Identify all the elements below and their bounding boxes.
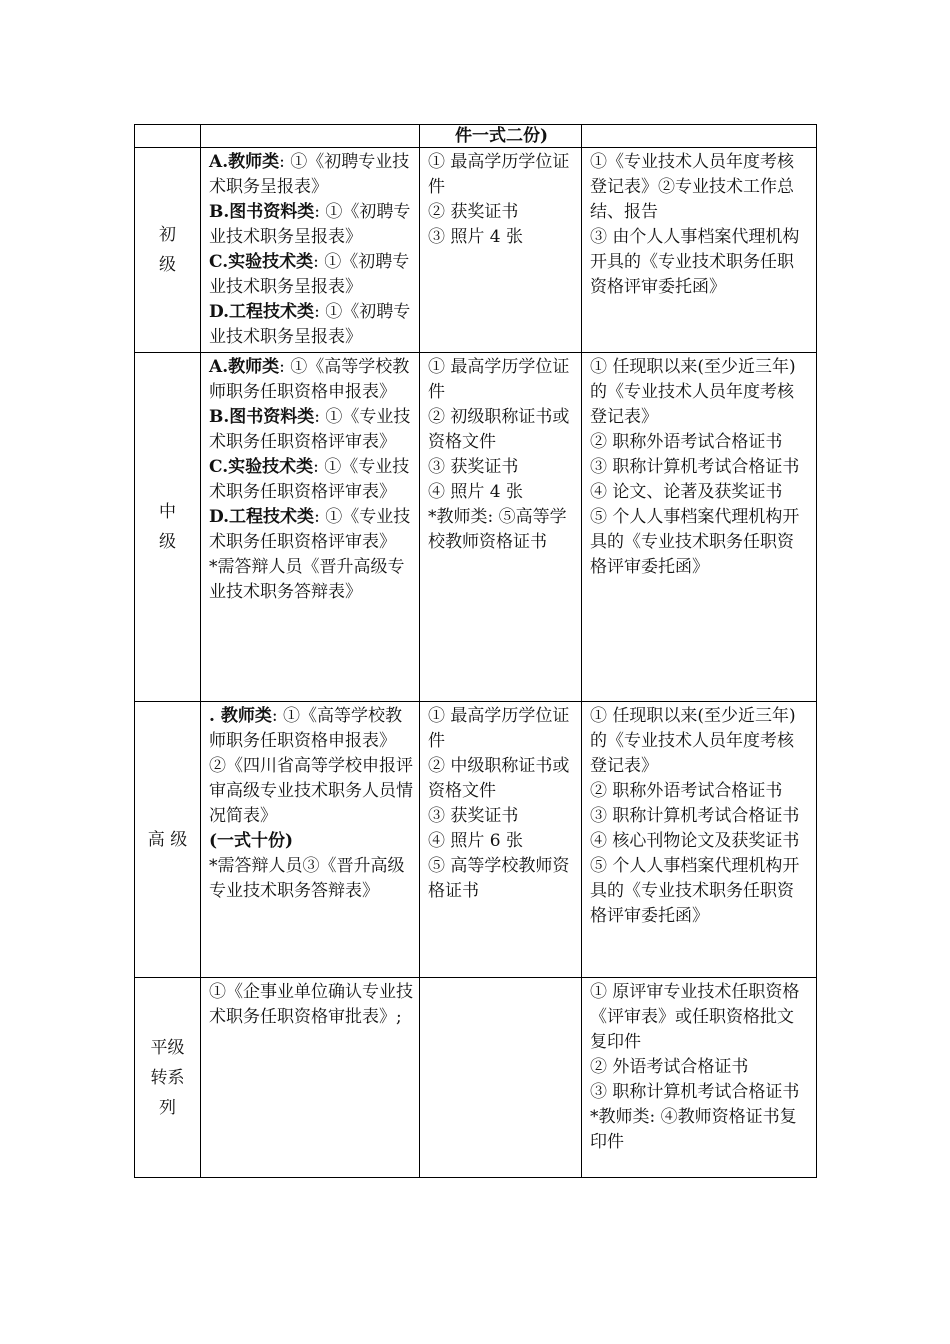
level-label: 平级: [150, 1037, 185, 1058]
other-item: ④ 论文、论著及获奖证书: [590, 482, 783, 502]
other-item: ② 职称外语考试合格证书: [590, 432, 783, 452]
certificate-item: ① 最高学历学位证件: [428, 152, 570, 197]
material-item: *需答辩人员③《晋升高级专业技术职务答辩表》: [209, 856, 405, 901]
other-item: ③ 职称计算机考试合格证书: [590, 806, 800, 826]
other-item: ④ 核心刊物论文及获奖证书: [590, 831, 800, 851]
certificate-item: ③ 获奖证书: [428, 457, 519, 477]
certificate-item: ② 初级职称证书或资格文件: [428, 407, 570, 452]
table-row: [135, 702, 817, 978]
other-item: ①《专业技术人员年度考核登记表》②专业技术工作总结、报告: [590, 152, 794, 222]
level-label: 级: [159, 532, 176, 552]
material-item: C.实验技术类: ①《初聘专业技术职务呈报表》: [209, 252, 410, 297]
level-cell: [135, 702, 201, 978]
level-label: 级: [159, 255, 176, 275]
other-item: ① 任现职以来(至少近三年)的《专业技术人员年度考核登记表》: [590, 706, 796, 776]
qualification-materials-table: [134, 124, 817, 1178]
table-row: [135, 353, 817, 702]
materials-cell: [201, 978, 420, 1178]
material-item: A.教师类: ①《初聘专业技术职务呈报表》: [209, 152, 410, 197]
material-item: ②《四川省高等学校申报评审高级专业技术职务人员情况简表》: [209, 756, 413, 826]
other-cell: [582, 353, 817, 702]
level-label: 转系: [150, 1067, 185, 1088]
empty-cell: [135, 125, 201, 148]
other-item: *教师类: ④教师资格证书复印件: [590, 1107, 797, 1152]
certificate-item: ② 中级职称证书或资格文件: [428, 756, 570, 801]
certificate-item: ① 最高学历学位证件: [428, 706, 570, 751]
level-cell: [135, 148, 201, 353]
certificate-item: ① 最高学历学位证件: [428, 357, 570, 402]
other-cell: [582, 978, 817, 1178]
other-item: ⑤ 个人人事档案代理机构开具的《专业技术职务任职资格评审委托函》: [590, 856, 800, 926]
material-item: ①《企事业单位确认专业技术职务任职资格审批表》;: [209, 982, 413, 1027]
material-item: B.图书资料类: ①《初聘专业技术职务呈报表》: [209, 202, 411, 247]
other-item: ② 职称外语考试合格证书: [590, 781, 783, 801]
certificates-cell: [420, 148, 582, 353]
material-item: . 教师类: ①《高等学校教师职务任职资格申报表》: [209, 706, 402, 751]
material-item: C.实验技术类: ①《专业技术职务任职资格评审表》: [209, 457, 410, 502]
certificate-item: ② 获奖证书: [428, 202, 519, 222]
other-item: ② 外语考试合格证书: [590, 1057, 749, 1077]
other-cell: [582, 702, 817, 978]
level-cell: [135, 978, 201, 1178]
material-item: A.教师类: ①《高等学校教师职务任职资格申报表》: [209, 357, 410, 402]
other-item: ③ 职称计算机考试合格证书: [590, 1082, 800, 1102]
material-item: B.图书资料类: ①《专业技术职务任职资格评审表》: [209, 407, 411, 452]
level-label: 列: [159, 1097, 176, 1118]
material-item: D.工程技术类: ①《初聘专业技术职务呈报表》: [209, 302, 411, 347]
certificates-cell: [420, 353, 582, 702]
other-item: ⑤ 个人人事档案代理机构开具的《专业技术职务任职资格评审委托函》: [590, 507, 800, 577]
level-label: 中: [159, 502, 176, 522]
material-item: *需答辩人员《晋升高级专业技术职务答辩表》: [209, 557, 405, 602]
other-item: ① 原评审专业技术任职资格《评审表》或任职资格批文复印件: [590, 982, 800, 1052]
level-label: 初: [159, 225, 176, 245]
certificate-item: ④ 照片 4 张: [428, 482, 524, 502]
material-item: (一式十份): [209, 831, 294, 851]
other-item: ③ 职称计算机考试合格证书: [590, 457, 800, 477]
table-row: [135, 978, 817, 1178]
certificates-cell: [420, 702, 582, 978]
certificate-item: *教师类: ⑤高等学校教师资格证书: [428, 507, 567, 552]
level-cell: [135, 353, 201, 702]
materials-cell: [201, 702, 420, 978]
materials-cell: [201, 353, 420, 702]
certificate-item: ⑤ 高等学校教师资格证书: [428, 856, 570, 901]
certificate-item: ④ 照片 6 张: [428, 831, 524, 851]
continuation-row: [135, 125, 817, 148]
materials-cell: [201, 148, 420, 353]
other-item: ① 任现职以来(至少近三年)的《专业技术人员年度考核登记表》: [590, 357, 796, 427]
level-label: 高 级: [147, 829, 188, 850]
certificate-item: ③ 照片 4 张: [428, 227, 524, 247]
material-item: D.工程技术类: ①《专业技术职务任职资格评审表》: [209, 507, 411, 552]
empty-cell: [582, 125, 817, 148]
other-item: ③ 由个人人事档案代理机构开具的《专业技术职务任职资格评审委托函》: [590, 227, 800, 297]
other-cell: [582, 148, 817, 353]
continuation-text: 件一式二份): [420, 125, 582, 148]
certificate-item: ③ 获奖证书: [428, 806, 519, 826]
empty-cell: [201, 125, 420, 148]
table-row: [135, 148, 817, 353]
certificates-cell: [420, 978, 582, 1178]
